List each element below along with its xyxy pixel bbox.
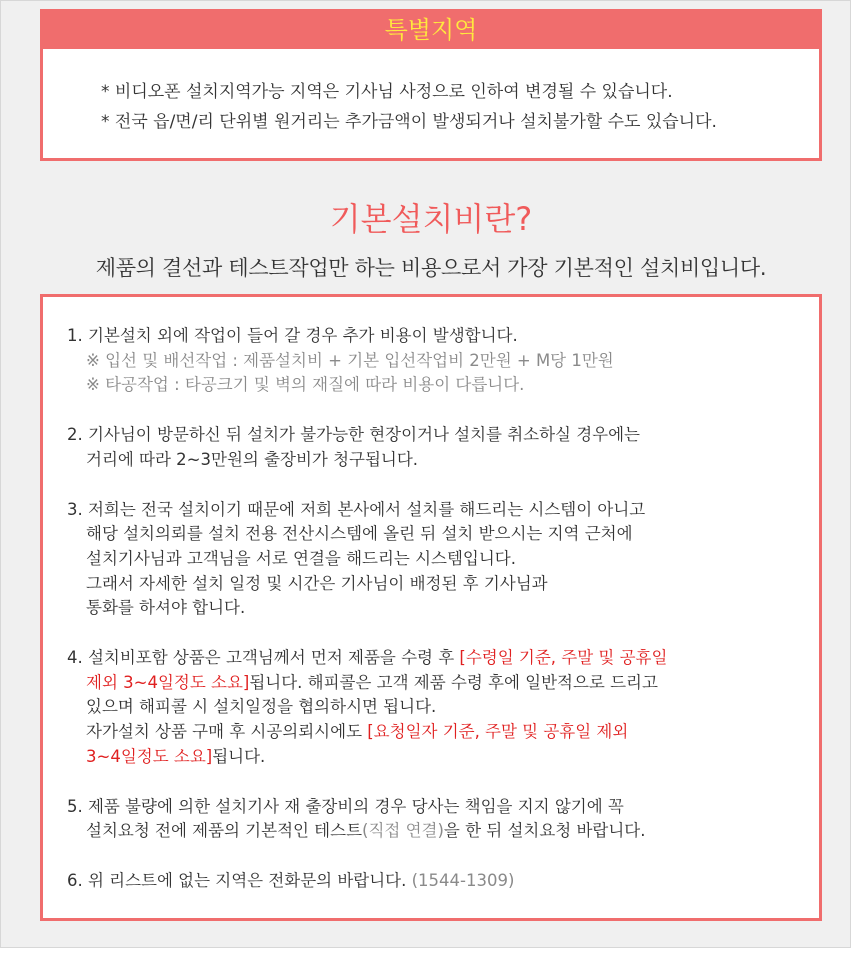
notice-text: 3. 저희는 전국 설치이기 때문에 저희 본사에서 설치를 해드리는 시스템이 아니고 (67, 499, 646, 519)
notice-text-part: 설치요청 전에 제품의 기본적인 테스트 (86, 821, 363, 841)
notice-item-2 (67, 423, 819, 472)
notice-text: 통화를 하셔야 합니다. (86, 598, 246, 618)
notice-highlight: [수령일 기준, 주말 및 공휴일 (459, 648, 668, 668)
special-region-notes (43, 49, 819, 137)
special-region-box (40, 9, 822, 161)
notice-text: 해당 설치의뢰를 설치 전용 전산시스템에 올린 뒤 설치 받으시는 지역 근처에 (86, 524, 633, 544)
notice-text (67, 671, 819, 696)
notice-text (67, 720, 819, 745)
notice-subnote: ※ 타공작업 : 타공크기 및 벽의 재질에 따라 비용이 다릅니다. (86, 375, 525, 395)
notice-muted: (직접 연결) (362, 821, 444, 841)
notice-text: 거리에 따라 2~3만원의 출장비가 청구됩니다. (86, 449, 419, 469)
notice-text: 2. 기사님이 방문하신 뒤 설치가 불가능한 현장이거나 설치를 취소하실 경우에는 (67, 425, 640, 445)
special-note: * 비디오폰 설치지역가능 지역은 기사님 사정으로 인하여 변경될 수 있습니다. (101, 82, 673, 102)
notice-text (67, 745, 819, 770)
notice-highlight: 제외 3~4일정도 소요] (86, 672, 250, 692)
notice-highlight: [요청일자 기준, 주말 및 공휴일 제외 (367, 722, 629, 742)
notice-subnote: ※ 입선 및 배선작업 : 제품설치비 + 기본 입선작업비 2만원 + M당 1만원 (86, 350, 614, 370)
notice-highlight: 3~4일정도 소요] (86, 746, 213, 766)
install-notice-list (40, 294, 822, 921)
notice-text-part: 자가설치 상품 구매 후 시공의뢰시에도 (86, 722, 368, 742)
page-subtitle: 제품의 결선과 테스트작업만 하는 비용으로서 가장 기본적인 설치비입니다. (95, 256, 767, 280)
notice-text-part: 6. 위 리스트에 없는 지역은 전화문의 바랍니다. (67, 870, 412, 890)
page-title: 기본설치비란? (329, 200, 533, 238)
notice-text: 설치기사님과 고객님을 서로 연결을 해드리는 시스템입니다. (86, 548, 516, 568)
notice-text-part: 됩니다. (212, 746, 266, 766)
notice-text (67, 819, 819, 844)
notice-text: 1. 기본설치 외에 작업이 들어 갈 경우 추가 비용이 발생합니다. (67, 326, 518, 345)
special-region-title: 특별지역 (43, 12, 819, 49)
notice-text (67, 646, 819, 671)
notice-item-3 (67, 498, 819, 622)
phone-number: (1544-1309) (411, 870, 515, 890)
notice-item-1 (67, 324, 819, 398)
notice-text-part: 4. 설치비포함 상품은 고객님께서 먼저 제품을 수령 후 (67, 648, 460, 668)
notice-text-part: 을 한 뒤 설치요청 바랍니다. (443, 821, 646, 841)
notice-text (67, 869, 819, 894)
notice-text: 5. 제품 불량에 의한 설치기사 재 출장비의 경우 당사는 책임을 지지 않기에 꼭 (67, 796, 624, 816)
notice-text: 그래서 자세한 설치 일정 및 시간은 기사님이 배정된 후 기사님과 (86, 573, 548, 593)
notice-item-5 (67, 795, 819, 844)
notice-item-4 (67, 646, 819, 770)
special-note: * 전국 읍/면/리 단위별 원거리는 추가금액이 발생되거나 설치불가할 수도 있습니다. (101, 112, 717, 132)
notice-text: 있으며 해피콜 시 설치일정을 협의하시면 됩니다. (86, 697, 437, 717)
notice-item-6 (67, 869, 819, 894)
notice-text-part: 됩니다. 해피콜은 고객 제품 수령 후에 일반적으로 드리고 (249, 672, 658, 692)
